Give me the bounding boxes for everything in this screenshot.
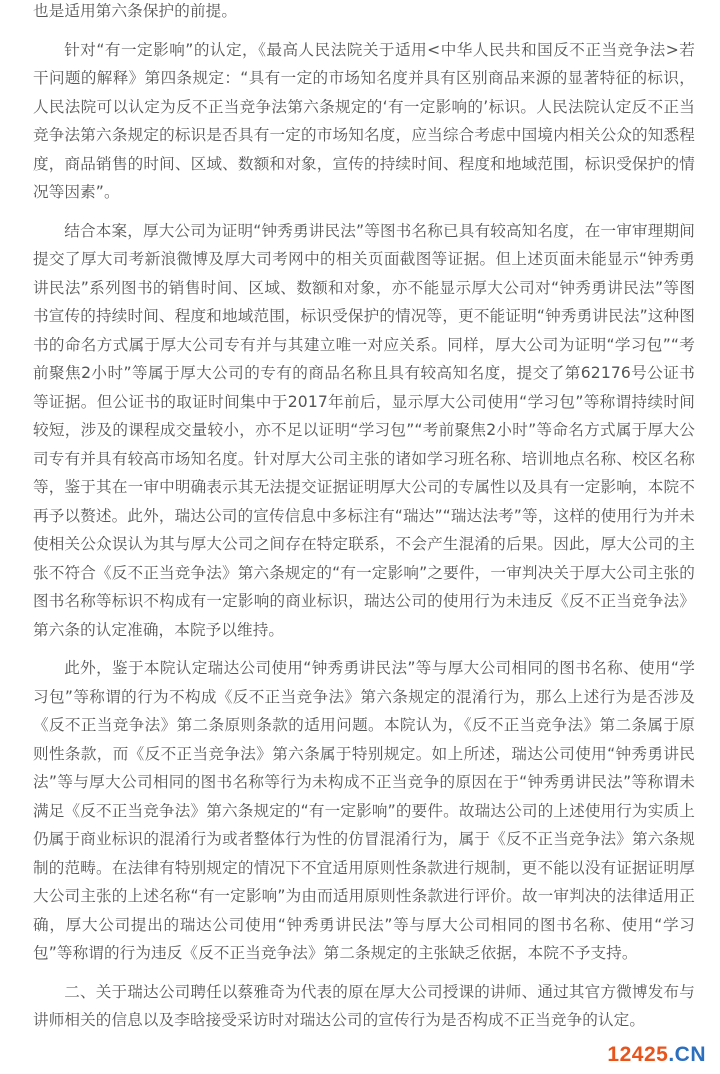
watermark-digits: 12425 (607, 1043, 669, 1066)
paragraph-section-two-heading: 二、关于瑞达公司聘任以蔡雅奇为代表的原在厚大公司授课的讲师、通过其官方微博发布与讲师相关的信息以及李晗接受采访时对瑞达公司的宣传行为是否构成不正当竞争的认定。 (33, 982, 695, 1029)
watermark-suffix: CN (674, 1043, 706, 1066)
document-body (33, 0, 695, 1035)
paragraph-principle-clause: 此外，鉴于本院认定瑞达公司使用“钟秀勇讲民法”等与厚大公司相同的图书名称、使用“学习包”等称谓的行为不构成《反不正当竞争法》第六条规定的混淆行为，那么上述行为是否涉及《反不正当竞争法》第二条原则条款的适用问题。本院认为，《反不正当竞争法》第二条属于原则性条款，而《反不正当竞争法》第六条属于特别规定。如上所述，瑞达公司使用“钟秀勇讲民法”等与厚大公司相同的图书名称等行为未构成不正当竞争的原因在于“钟秀勇讲民法”等称谓未满足《反不正当竞争法》第六条规定的“有一定影响”的要件。故瑞达公司的上述使用行为实质上仍属于商业标识的混淆行为或者整体行为性的仿冒混淆行为，属于《反不正当竞争法》第六条规制的范畴。在法律有特别规定的情况下不宜适用原则性条款进行规制，更不能以没有证据证明厚大公司主张的上述名称“有一定影响”为由而适用原则性条款进行评价。故一审判决的法律适用正确，厚大公司提出的瑞达公司使用“钟秀勇讲民法”等与厚大公司相同的图书名称、使用“学习包”等称谓的行为违反《反不正当竞争法》第二条规定的主张缺乏依据，本院不予支持。 (33, 659, 695, 962)
paragraph-case-analysis: 结合本案，厚大公司为证明“钟秀勇讲民法”等图书名称已具有较高知名度，在一审审理期间提交了厚大司考新浪微博及厚大司考网中的相关页面截图等证据。但上述页面未能显示“钟秀勇讲民法”系列图书的销售时间、区域、数额和对象，亦不能显示厚大公司对“钟秀勇讲民法”等图书宣传的持续时间、程度和地域范围，标识受保护的情况等，更不能证明“钟秀勇讲民法”这种图书的命名方式属于厚大公司专有并与其建立唯一对应关系。同样，厚大公司为证明“学习包”“考前聚焦2小时”等属于厚大公司的专有的商品名称且具有较高知名度，提交了第62176号公证书等证据。但公证书的取证时间集中于2017年前后，显示厚大公司使用“学习包”等称谓持续时间较短，涉及的课程成交量较小，亦不足以证明“学习包”“考前聚焦2小时”等命名方式属于厚大公司专有并具有较高市场知名度。针对厚大公司主张的诸如学习班名称、培训地点名称、校区名称等，鉴于其在一审中明确表示其无法提交证据证明厚大公司的专属性以及具有一定影响，本院不再予以赘述。此外，瑞达公司的宣传信息中多标注有“瑞达”“瑞达法考”等，这样的使用行为并未使相关公众误认为其与厚大公司之间存在特定联系，不会产生混淆的后果。因此，厚大公司的主张不符合《反不正当竞争法》第六条规定的“有一定影响”之要件，一审判决关于厚大公司主张的图书名称等标识不构成有一定影响的商业标识，瑞达公司的使用行为未违反《反不正当竞争法》第六条的认定准确，本院予以维持。 (33, 221, 695, 639)
paragraph-continuation: 也是适用第六条保护的前提。 (33, 2, 238, 20)
site-watermark (607, 1044, 706, 1065)
watermark-dot: . (668, 1043, 675, 1066)
paragraph-influence-definition: 针对“有一定影响”的认定，《最高人民法院关于适用<中华人民共和国反不正当竞争法>若干问题的解释》第四条规定：“具有一定的市场知名度并具有区别商品来源的显著特征的标识，人民法院可以认定为反不正当竞争法第六条规定的‘有一定影响的’标识。人民法院认定反不正当竞争法第六条规定的标识是否具有一定的市场知名度，应当综合考虑中国境内相关公众的知悉程度，商品销售的时间、区域、数额和对象，宣传的持续时间、程度和地域范围，标识受保护的情况等因素”。 (33, 40, 695, 201)
